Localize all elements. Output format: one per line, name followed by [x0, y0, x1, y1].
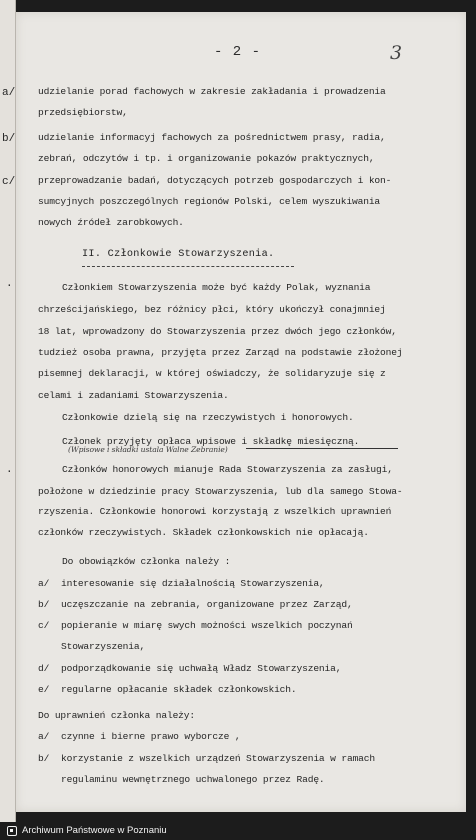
text-line: rzyszenia. Członkowie honorowi korzystają z wszelkich uprawnień: [38, 506, 392, 517]
archive-page-mark: 3: [390, 42, 403, 64]
text-line: czynne i bierne prawo wyborcze ,: [61, 731, 241, 742]
handwritten-note: (Wpisowe i składki ustala Walne Zebranie): [68, 445, 228, 454]
list-marker: b/: [2, 133, 16, 145]
text-line: przedsiębiorstw,: [38, 107, 128, 118]
text-line: podporządkowanie się uchwałą Władz Stowarzyszenia,: [61, 663, 342, 674]
document-page: [2, 12, 466, 812]
text-line: pisemnej deklaracji, w której oświadczy, że solidaryzuje się z: [38, 368, 386, 379]
page-number: - 2 -: [214, 44, 262, 60]
text-line: interesowanie się działalnością Stowarzyszenia,: [61, 578, 325, 589]
margin-dot: .: [6, 278, 13, 290]
archive-footer: [0, 822, 476, 840]
text-line: Członek przyjęty opłaca wpisowe i składkę miesięczną.: [62, 436, 360, 447]
text-line: regulaminu wewnętrznego uchwalonego przez Radę.: [61, 774, 325, 785]
text-line: nowych źródeł zarobkowych.: [38, 217, 184, 228]
scanner-background: [0, 0, 16, 822]
text-line: Członkowie dzielą się na rzeczywistych i honorowych.: [62, 412, 354, 423]
text-line: członków rzeczywistych. Składek członkowskich nie opłacają.: [38, 527, 369, 538]
heading-underline: [82, 266, 294, 267]
text-line: udzielanie porad fachowych w zakresie zakładania i prowadzenia: [38, 86, 386, 97]
rights-intro: Do uprawnień członka należy:: [38, 710, 196, 721]
text-line: sumcyjnych poszczególnych regionów Polski, celem wyszukiwania: [38, 196, 381, 207]
text-line: udzielanie informacyj fachowych za pośrednictwem prasy, radia,: [38, 132, 386, 143]
text-line: Członkiem Stowarzyszenia może być każdy Polak, wyznania: [62, 282, 371, 293]
text-line: chrześcijańskiego, bez różnicy płci, który ukończył conajmniej: [38, 304, 386, 315]
text-line: uczęszczanie na zebrania, organizowane przez Zarząd,: [61, 599, 353, 610]
section-heading: II. Członkowie Stowarzyszenia.: [82, 249, 275, 260]
text-line: Członków honorowych mianuje Rada Stowarzyszenia za zasługi,: [62, 464, 393, 475]
text-line: regularne opłacanie składek członkowskich.: [61, 684, 297, 695]
archive-logo-icon: [7, 826, 17, 836]
list-marker: a/: [2, 87, 16, 99]
text-line: Stowarzyszenia,: [61, 641, 146, 652]
list-marker: b/: [38, 753, 50, 764]
text-line: 18 lat, wprowadzony do Stowarzyszenia przez dwóch jego członków,: [38, 326, 397, 337]
text-line: zebrań, odczytów i tp. i organizowanie pokazów praktycznych,: [38, 153, 375, 164]
list-marker: c/: [2, 176, 16, 188]
duties-intro: Do obowiązków członka należy :: [62, 556, 231, 567]
list-marker: b/: [38, 599, 50, 610]
archive-name: Archiwum Państwowe w Poznaniu: [22, 825, 167, 836]
list-marker: c/: [38, 620, 50, 631]
list-marker: d/: [38, 663, 50, 674]
handwritten-underline: [246, 448, 398, 449]
list-marker: e/: [38, 684, 50, 695]
text-line: przeprowadzanie badań, dotyczących potrzeb gospodarczych i kon-: [38, 175, 392, 186]
margin-dot: .: [6, 464, 13, 476]
text-line: popieranie w miarę swych możności wszelkich poczynań: [61, 620, 353, 631]
text-line: położone w dziedzinie pracy Stowarzyszenia, lub dla samego Stowa-: [38, 486, 403, 497]
list-marker: a/: [38, 731, 50, 742]
text-line: celami i zadaniami Stowarzyszenia.: [38, 390, 229, 401]
text-line: tudzież osoba prawna, przyjęta przez Zarząd na podstawie złożonej: [38, 347, 403, 358]
text-line: korzystanie z wszelkich urządzeń Stowarzyszenia w ramach: [61, 753, 376, 764]
list-marker: a/: [38, 578, 50, 589]
